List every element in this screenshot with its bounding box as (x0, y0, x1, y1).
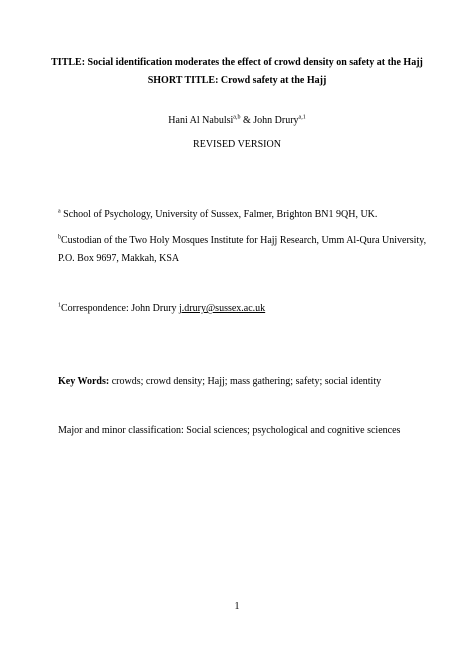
affiliation-b (58, 235, 426, 246)
correspondence-label: Correspondence: John Drury (61, 303, 180, 314)
classification: Major and minor classification: Social sciences; psychological and cognitive sciences (58, 425, 401, 436)
keywords-text: crowds; crowd density; Hajj; mass gathering; safety; social identity (109, 376, 382, 387)
author-affiliation-marker: a,1 (298, 114, 306, 121)
affiliation-a (58, 209, 377, 220)
author-separator: & (240, 115, 254, 126)
affiliation-text: Custodian of the Two Holy Mosques Institute for Hajj Research, Umm Al-Qura University, (61, 235, 427, 246)
version-label: REVISED VERSION (193, 139, 281, 150)
affiliation-marker: a (58, 208, 61, 215)
keywords (58, 376, 381, 387)
affiliation-b-continued: P.O. Box 9697, Makkah, KSA (58, 253, 180, 264)
correspondence (58, 303, 265, 314)
title-line: TITLE: Social identification moderates the effect of crowd density on safety at the Hajj (51, 57, 423, 68)
page-number: 1 (234, 601, 240, 612)
affiliation-text: School of Psychology, University of Sussex, Falmer, Brighton BN1 9QH, UK. (63, 209, 378, 220)
affiliation-marker: b (58, 234, 61, 241)
keywords-label: Key Words: (58, 376, 110, 387)
correspondence-email-link[interactable]: j.drury@sussex.ac.uk (179, 303, 266, 314)
correspondence-marker: 1 (58, 302, 61, 309)
author-name: Hani Al Nabulsi (168, 115, 234, 126)
author-name: John Drury (253, 115, 299, 126)
author-affiliation-marker: a,b (233, 114, 241, 121)
short-title-line: SHORT TITLE: Crowd safety at the Hajj (147, 75, 327, 86)
author-line (0, 115, 474, 126)
